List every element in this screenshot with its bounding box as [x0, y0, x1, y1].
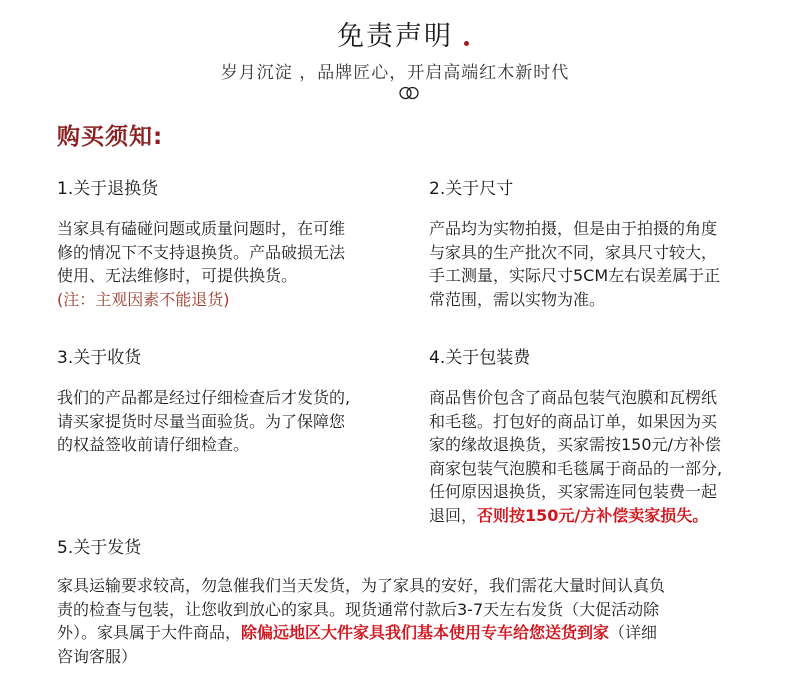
body-line: 我们的产品都是经过仔细检查后才发货的,	[57, 388, 351, 407]
section-title-returns: 1.关于退换货	[57, 179, 159, 199]
body-line: 任何原因退换货，买家需连同包装费一起	[429, 482, 718, 501]
delivery-highlight-text: 除偏远地区大件家具我们基本使用专车给您送货到家	[241, 623, 610, 642]
body-line	[57, 621, 665, 645]
body-line: 商家包装气泡膜和毛毯属于商品的一部分,	[429, 458, 723, 478]
body-line: 请买家提货时尽量当面验货。为了保障您	[57, 411, 346, 431]
section-body-receiving	[57, 386, 350, 457]
body-line: 与家具的生产批次不同，家具尺寸较大，	[429, 242, 718, 262]
section-size	[429, 178, 720, 311]
section-body-shipping	[57, 574, 665, 668]
body-line: 当家具有磕碰问题或质量问题时，在可维	[57, 219, 346, 238]
section-body-packaging	[429, 386, 722, 527]
section-body-size	[429, 217, 720, 311]
body-line: 责的检查与包装，让您收到放心的家具。现货通常付款后3-7天左右发货（大促活动除	[57, 599, 660, 619]
section-title-size: 2.关于尺寸	[429, 179, 514, 199]
section-title-shipping: 5.关于发货	[57, 538, 142, 558]
body-line: 手工测量，实际尺寸5CM左右误差属于正	[429, 266, 721, 285]
title-accent-dot	[464, 41, 469, 46]
section-title-receiving: 3.关于收货	[57, 348, 142, 368]
section-packaging	[429, 347, 722, 527]
page-title: 免责声明	[337, 21, 453, 52]
section-receiving	[57, 347, 350, 457]
body-line: 使用、无法维修时，可提供换货。	[57, 266, 298, 285]
page-subtitle: 岁月沉淀 ，品牌匠心，开启高端红木新时代	[220, 63, 570, 83]
body-line: 商品售价包含了商品包装气泡膜和瓦楞纸	[429, 388, 718, 407]
section-title-packaging: 4.关于包装费	[429, 348, 531, 368]
notice-heading: 购买须知:	[57, 124, 164, 150]
section-body-returns	[57, 217, 345, 311]
packaging-penalty-text: 否则按150元/方补偿卖家损失。	[477, 505, 709, 525]
body-line	[429, 504, 722, 528]
returns-note: (注：主观因素不能退货)	[57, 289, 230, 309]
body-line: 咨询客服）	[57, 646, 138, 666]
rings-icon	[397, 86, 421, 100]
body-line: 家具运输要求较高，勿急催我们当天发货，为了家具的安好，我们需花大量时间认真负	[57, 576, 666, 595]
body-text: 退回，	[429, 505, 478, 525]
body-line: 家的缘故退换货，买家需按150元/方补偿	[429, 435, 721, 454]
body-text: 外）。家具属于大件商品，	[57, 623, 242, 642]
section-shipping	[57, 537, 665, 668]
body-line: 的权益签收前请仔细检查。	[57, 435, 250, 454]
body-line: 修的情况下不支持退换货。产品破损无法	[57, 242, 346, 262]
body-line: 和毛毯。打包好的商品订单，如果因为买	[429, 411, 718, 431]
body-line: 产品均为实物拍摄，但是由于拍摄的角度	[429, 219, 718, 238]
section-returns	[57, 178, 345, 311]
body-text: （详细	[609, 623, 658, 642]
body-line: 常范围，需以实物为准。	[429, 289, 606, 309]
